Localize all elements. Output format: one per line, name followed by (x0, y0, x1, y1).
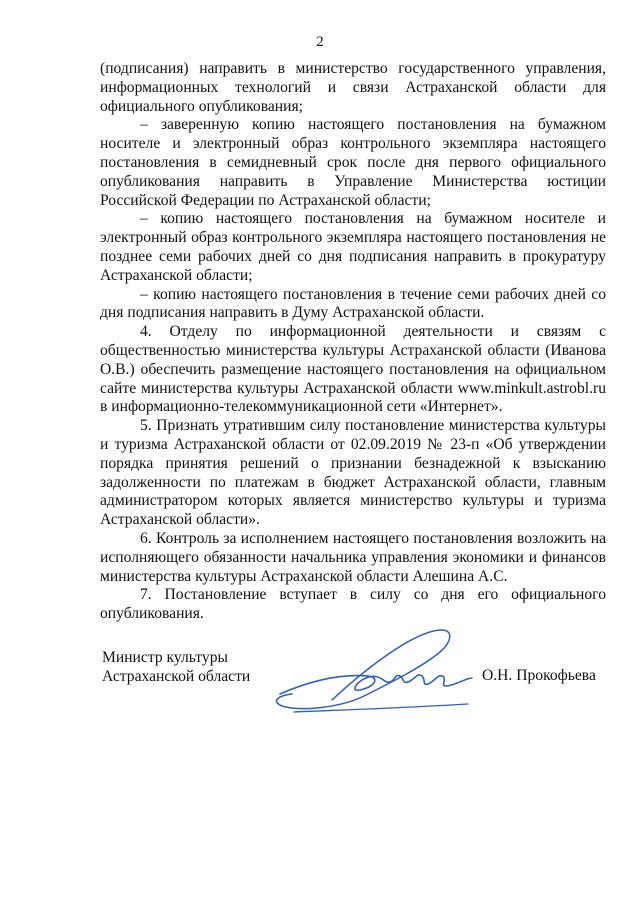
signatory-name: О.Н. Прокофьева (482, 667, 596, 684)
signatory-position-line2: Астраханской области (102, 668, 251, 685)
paragraph-5: 5. Признать утратившим силу постановление министерства культуры и туризма Астраханской области от 02.09.2019 № 23-п «Об утверждении порядка принятия решений о признании безнадежной к взысканию задолженности по платежам в бюджет Астраханской области, главным администратором которых является министерство культуры и туризма Астраханской области». (100, 417, 606, 529)
handwritten-signature (272, 612, 492, 722)
paragraph-7: 7. Постановление вступает в силу со дня его официального опубликования. (100, 586, 606, 623)
paragraph-item-justice-copy: – заверенную копию настоящего постановления на бумажном носителе и электронный образ контрольного экземпляра настоящего постановления в семидневный срок после дня первого официального опубликования направить в Управление Министерства юстиции Российской Федерации по Астраханской области; (100, 116, 606, 209)
paragraph-item-prosecutor-copy: – копию настоящего постановления на бумажном носителе и электронный образ контрольного экземпляра настоящего постановления не позднее семи рабочих дней со дня подписания направить в прокуратуру Астраханской области; (100, 210, 606, 284)
signature-loop-stroke (277, 630, 450, 709)
paragraph-6: 6. Контроль за исполнением настоящего постановления возложить на исполняющего обязанности начальника управления экономики и финансов министерства культуры Астраханской области Алешина А.С. (100, 529, 606, 585)
signature-main-stroke (280, 675, 472, 694)
signatory-position (102, 648, 250, 686)
document-body (100, 60, 606, 624)
paragraph-4: 4. Отделу по информационной деятельности и связям с общественностью министерства культуры Астраханской области (Иванова О.В.) обеспечить размещение настоящего постановления на официальном сайте министерства культуры Астраханской области www.minkult.astrobl.ru в информационно-телекоммуникационной сети «Интернет». (100, 323, 606, 416)
signatory-position-line1: Министр культуры (102, 649, 228, 666)
paragraph-item-duma-copy: – копию настоящего постановления в течение семи рабочих дней со дня подписания направить в Думу Астраханской области. (100, 285, 606, 322)
paragraph-continuation: (подписания) направить в министерство государственного управления, информационных технологий и связи Астраханской области для официального опубликования; (100, 60, 606, 115)
page-number: 2 (316, 34, 324, 50)
